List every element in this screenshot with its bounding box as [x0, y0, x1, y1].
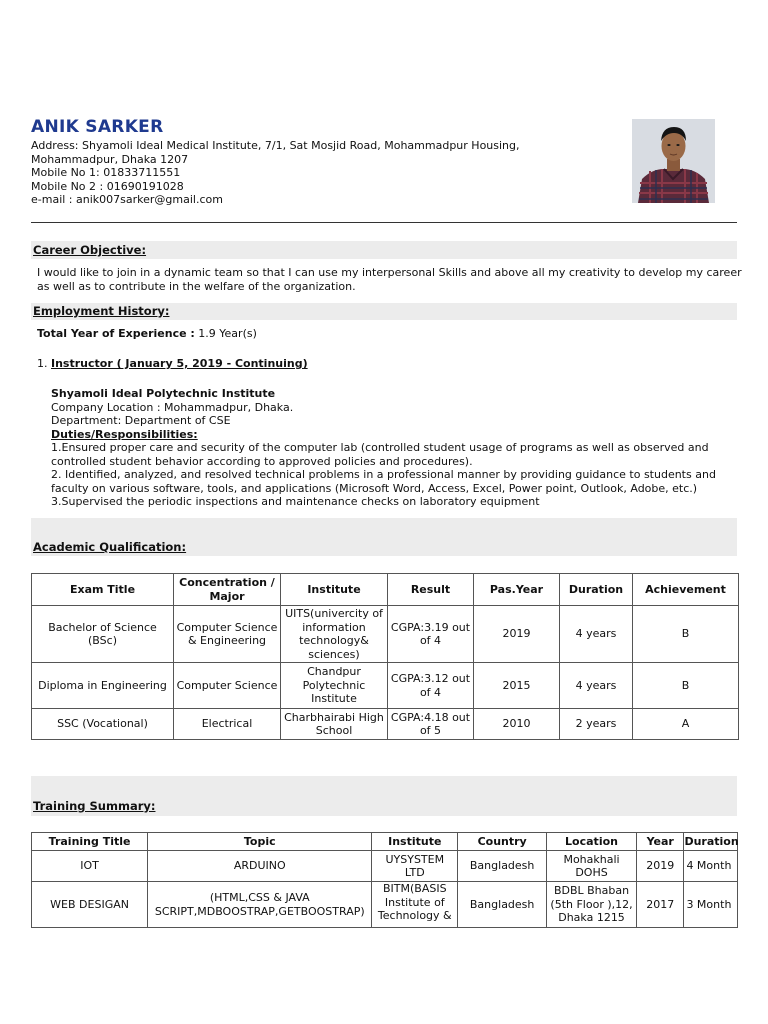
- table-cell: ARDUINO: [148, 851, 372, 882]
- company-location: Company Location : Mohammadpur, Dhaka.: [51, 400, 294, 414]
- table-cell: 2 years: [560, 709, 633, 740]
- table-cell: Electrical: [174, 709, 281, 740]
- training-header-cell: Year: [636, 833, 683, 851]
- table-row: [32, 606, 739, 663]
- table-cell: 3 Month: [684, 882, 738, 928]
- training-header-cell: Country: [458, 833, 547, 851]
- experience-label: Total Year of Experience :: [37, 327, 195, 340]
- table-cell: 2017: [636, 882, 683, 928]
- academic-header-row: [32, 574, 739, 606]
- table-cell: UITS(univercity of information technology& sciences): [281, 606, 388, 663]
- table-cell: 2019: [474, 606, 560, 663]
- employment-history-heading: Employment History:: [33, 304, 170, 318]
- table-cell: CGPA:4.18 out of 5: [388, 709, 474, 740]
- training-summary-heading: Training Summary:: [33, 799, 156, 813]
- training-header-cell: Institute: [372, 833, 458, 851]
- table-cell: A: [633, 709, 739, 740]
- table-cell: CGPA:3.12 out of 4: [388, 663, 474, 709]
- header-divider: [31, 222, 737, 223]
- contact-block: [31, 139, 520, 207]
- company-name: Shyamoli Ideal Polytechnic Institute: [51, 387, 276, 400]
- table-cell: CGPA:3.19 out of 4: [388, 606, 474, 663]
- table-cell: 2015: [474, 663, 560, 709]
- training-header-cell: Topic: [148, 833, 372, 851]
- job-title: Instructor ( January 5, 2019 - Continuing): [51, 357, 308, 370]
- job-number: 1.: [37, 357, 51, 370]
- academic-table: [31, 573, 739, 740]
- job-details: [51, 387, 716, 509]
- duties-heading: Duties/Responsibilities:: [51, 427, 198, 441]
- job-heading: [37, 357, 308, 371]
- table-cell: 2019: [636, 851, 683, 882]
- duty-3: 3.Supervised the periodic inspections and maintenance checks on laboratory equipment: [51, 495, 540, 508]
- academic-header-cell: Institute: [281, 574, 388, 606]
- training-header-row: [32, 833, 738, 851]
- candidate-name: ANIK SARKER: [31, 117, 164, 137]
- table-cell: 4 years: [560, 606, 633, 663]
- table-cell: UYSYSTEM LTD: [372, 851, 458, 882]
- duty-1-line-2: controlled student behavior according to approved policies and procedures).: [51, 454, 473, 468]
- career-line-2: as well as to contribute in the welfare of the organization.: [37, 279, 356, 293]
- table-row: [32, 709, 739, 740]
- table-cell: BDBL Bhaban (5th Floor ),12, Dhaka 1215: [547, 882, 637, 928]
- academic-header-cell: Exam Title: [32, 574, 174, 606]
- mobile-2: Mobile No 2 : 01690191028: [31, 179, 184, 193]
- table-cell: Mohakhali DOHS: [547, 851, 637, 882]
- academic-header-cell: Achievement: [633, 574, 739, 606]
- table-cell: IOT: [32, 851, 148, 882]
- duty-1-line-1: 1.Ensured proper care and security of the computer lab (controlled student usage of programs as well as observed and: [51, 441, 709, 454]
- table-row: [32, 851, 738, 882]
- table-cell: 4 Month: [684, 851, 738, 882]
- career-objective-text: [37, 266, 742, 293]
- academic-qualification-heading: Academic Qualification:: [33, 540, 187, 554]
- email: e-mail : anik007sarker@gmail.com: [31, 193, 223, 206]
- duty-2-line-2: faculty on various software, tools, and applications (Microsoft Word, Access, Excel, Power point, Outlook, Adobe, etc.): [51, 481, 698, 495]
- table-row: [32, 663, 739, 709]
- training-table: [31, 832, 738, 928]
- career-line-1: I would like to join in a dynamic team so that I can use my interpersonal Skills and above all my creativity to develop my career: [37, 266, 742, 279]
- table-cell: Bangladesh: [458, 882, 547, 928]
- table-cell: Computer Science: [174, 663, 281, 709]
- table-cell: Charbhairabi High School: [281, 709, 388, 740]
- academic-header-cell: Concentration / Major: [174, 574, 281, 606]
- mobile-1: Mobile No 1: 01833711551: [31, 166, 181, 179]
- table-cell: WEB DESIGAN: [32, 882, 148, 928]
- table-cell: SSC (Vocational): [32, 709, 174, 740]
- academic-header-cell: Result: [388, 574, 474, 606]
- table-cell: Chandpur Polytechnic Institute: [281, 663, 388, 709]
- department: Department: Department of CSE: [51, 414, 231, 427]
- table-cell: BITM(BASIS Institute of Technology &: [372, 882, 458, 928]
- address-line-1: Address: Shyamoli Ideal Medical Institute, 7/1, Sat Mosjid Road, Mohammadpur Housing,: [31, 139, 520, 152]
- training-header-cell: Location: [547, 833, 637, 851]
- academic-header-cell: Duration: [560, 574, 633, 606]
- training-header-cell: Duration: [684, 833, 738, 851]
- table-cell: B: [633, 663, 739, 709]
- table-cell: 4 years: [560, 663, 633, 709]
- table-cell: Diploma in Engineering: [32, 663, 174, 709]
- experience-line: [37, 327, 257, 341]
- experience-value: 1.9 Year(s): [194, 327, 257, 340]
- career-objective-heading: Career Objective:: [33, 243, 147, 257]
- table-cell: Computer Science & Engineering: [174, 606, 281, 663]
- profile-photo: [632, 119, 715, 203]
- table-row: [32, 882, 738, 928]
- address-line-2: Mohammadpur, Dhaka 1207: [31, 152, 189, 166]
- academic-header-cell: Pas.Year: [474, 574, 560, 606]
- table-cell: Bachelor of Science (BSc): [32, 606, 174, 663]
- table-cell: (HTML,CSS & JAVA SCRIPT,MDBOOSTRAP,GETBOOSTRAP): [148, 882, 372, 928]
- profile-photo-image: [632, 119, 715, 203]
- duty-2-line-1: 2. Identified, analyzed, and resolved technical problems in a professional manner by providing guidance to students and: [51, 468, 716, 481]
- table-cell: Bangladesh: [458, 851, 547, 882]
- training-header-cell: Training Title: [32, 833, 148, 851]
- table-cell: 2010: [474, 709, 560, 740]
- table-cell: B: [633, 606, 739, 663]
